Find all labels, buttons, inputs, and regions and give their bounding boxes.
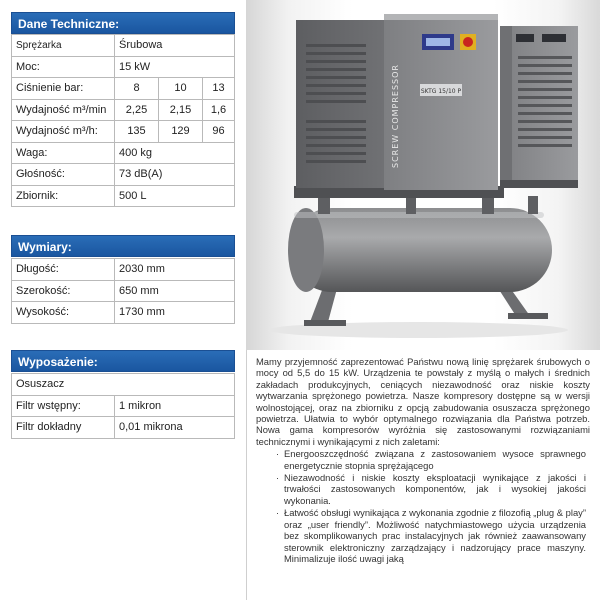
row-value: 500 L <box>115 185 235 207</box>
equipment-table <box>11 373 235 439</box>
list-item: · Energooszczędność związana z zastosowaniem wysoce sprawnego energetycznie stopnia sprężającego <box>256 448 590 471</box>
row-value: 650 mm <box>115 280 235 302</box>
table-row <box>12 121 235 143</box>
row-value-2: 129 <box>159 121 203 143</box>
row-label: Filtr dokładny <box>12 417 115 439</box>
model-label: SKTG 15/10 P <box>420 88 462 95</box>
row-label: Ciśnienie bar: <box>12 78 115 100</box>
row-label: Wydajność m³/min <box>12 99 115 121</box>
list-item: · Niezawodność i niskie koszty eksploatacji wynikające z jakości i trwałości zastosowanych komponentów, jak i wysokiej jakości wykonania. <box>256 472 590 506</box>
table-row <box>12 417 235 439</box>
row-label: Wysokość: <box>12 302 115 324</box>
table-row <box>12 374 235 396</box>
compressor-illustration <box>246 0 600 350</box>
row-value: 2030 mm <box>115 259 235 281</box>
product-description <box>256 356 590 600</box>
row-value: 0,01 mikrona <box>115 417 235 439</box>
row-value: Śrubowa <box>115 35 235 57</box>
dimensions-header: Wymiary: <box>11 235 235 257</box>
table-row <box>12 35 235 57</box>
table-row <box>12 302 235 324</box>
features-list <box>256 448 590 564</box>
row-label: Wydajność m³/h: <box>12 121 115 143</box>
table-row <box>12 99 235 121</box>
table-row <box>12 280 235 302</box>
row-value: 73 dB(A) <box>115 164 235 186</box>
row-value: 1 mikron <box>115 395 235 417</box>
row-label: Sprężarka <box>12 35 115 57</box>
technical-table <box>11 34 235 207</box>
product-photo <box>246 0 600 350</box>
table-row <box>12 142 235 164</box>
row-label: Osuszacz <box>12 374 235 396</box>
row-label: Filtr wstępny: <box>12 395 115 417</box>
table-row <box>12 56 235 78</box>
row-value-3: 96 <box>203 121 235 143</box>
row-value-3: 13 <box>203 78 235 100</box>
row-value: 1730 mm <box>115 302 235 324</box>
row-value: 400 kg <box>115 142 235 164</box>
row-label: Szerokość: <box>12 280 115 302</box>
row-value-3: 1,6 <box>203 99 235 121</box>
table-row <box>12 395 235 417</box>
row-value-1: 2,25 <box>115 99 159 121</box>
table-row <box>12 259 235 281</box>
side-label: SCREW COMPRESSOR <box>391 64 400 168</box>
row-label: Długość: <box>12 259 115 281</box>
equipment-header: Wyposażenie: <box>11 350 235 372</box>
row-label: Głośność: <box>12 164 115 186</box>
row-value: 15 kW <box>115 56 235 78</box>
list-item: · Łatwość obsługi wynikająca z wykonania zgodnie z filozofią „plug & play” oraz „user friendly”. Możliwość natychmiastowego użycia urządzenia bez skomplikowanych prac instalacyjnych jak również zaawansowany sterownik elektroniczny zarządzający i nadzorujący prace maszyny. Minimalizuje ilość uwagi jaką <box>256 507 590 564</box>
row-value-2: 10 <box>159 78 203 100</box>
description-intro: Mamy przyjemność zaprezentować Państwu nową linię sprężarek śrubowych o mocy od 5,5 do 15 kW. Urządzenia te powstały z myślą o małych i średnich zakładach produkcyjnych, ceniących niezawodność oraz niskie koszty wytwarzania sprężonego powietrza. Nasze kompresory dostępne są w wersji wolnostojącej, oraz na zbiorniku z opcją zabudowania osuszacza sprężonego powietrza. Ułatwia to wybór optymalnego rozwiązania dla Państwa potrzeb. Nowa gama kompresorów wyróżnia się zastosowanymi rozwiązaniami technicznymi i wynikającymi z nich zaletami: <box>256 356 590 447</box>
table-row <box>12 164 235 186</box>
row-label: Zbiornik: <box>12 185 115 207</box>
table-row <box>12 185 235 207</box>
row-value-1: 135 <box>115 121 159 143</box>
row-value-2: 2,15 <box>159 99 203 121</box>
row-value-1: 8 <box>115 78 159 100</box>
row-label: Waga: <box>12 142 115 164</box>
table-row <box>12 78 235 100</box>
row-label: Moc: <box>12 56 115 78</box>
technical-header: Dane Techniczne: <box>11 12 235 34</box>
dimensions-table <box>11 258 235 324</box>
